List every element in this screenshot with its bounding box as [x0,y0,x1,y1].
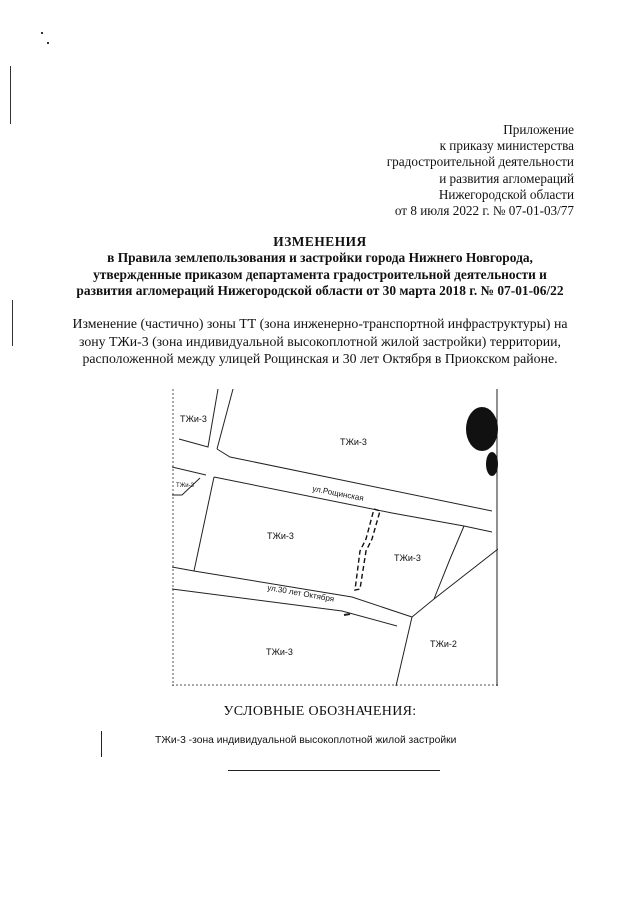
appendix-reference [387,122,574,219]
street-edge [214,477,492,532]
parcel-boundary [172,467,206,475]
scan-blot [486,452,498,476]
description-line: Изменение (частично) зоны ТТ (зона инженерно-транспортной инфраструктуры) на [72,316,568,331]
changed-zone-boundary [355,509,380,590]
zone-label: ТЖи-3 [267,531,294,541]
street-label: ул.Рощинская [311,484,365,503]
signature-line [228,770,440,771]
document-subtitle-line: утвержденные приказом департамента градостроительной деятельности и [93,266,547,282]
scan-edge-mark [10,66,11,124]
document-subtitle-line: в Правила землепользования и застройки города Нижнего Новгорода, [107,250,533,266]
zone-label: ТЖи-3 [180,414,207,424]
parcel-boundary [396,617,412,686]
street-tick [344,614,350,615]
appendix-line: Нижегородской области [438,186,574,202]
change-description [40,315,600,368]
parcel-boundary [217,389,233,449]
legend-title: УСЛОВНЫЕ ОБОЗНАЧЕНИЯ: [223,704,417,719]
parcel-boundary [412,526,464,617]
street-edge [217,449,492,511]
zone-label: ТЖи-3 [340,437,367,447]
appendix-line: от 8 июля 2022 г. № 07-01-03/77 [394,203,574,219]
legend-entry: ТЖи-3 -зона индивидуальной высокоплотной жилой застройки [155,735,457,746]
zoning-map [172,389,498,686]
appendix-line: и развития агломераций [439,170,574,186]
document-subtitle-line: развития агломераций Нижегородской области от 30 марта 2018 г. № 07-01-06/22 [76,283,564,299]
scan-dot [41,32,43,34]
appendix-line: градостроительной деятельности [386,154,574,170]
parcel-boundary [194,477,214,571]
zone-label: ТЖи-3 [266,647,293,657]
street-label: ул.30 лет Октября [266,583,335,604]
appendix-line: к приказу министерства [439,138,574,154]
scan-edge-mark [12,300,13,346]
appendix-line: Приложение [503,122,574,137]
legend-mark [101,731,102,757]
zone-label: ТЖи-3 [394,553,421,563]
zone-label: ТЖи-2 [430,639,457,649]
document-heading [40,234,600,300]
zone-label: ТЖи-3 [176,483,194,489]
description-line: зону ТЖи-3 (зона индивидуальной высокоплотной жилой застройки) территории, [78,333,562,349]
scan-blot [466,407,498,451]
document-title: ИЗМЕНЕНИЯ [273,234,367,249]
scan-dot [47,42,49,44]
description-line: расположенной между улицей Рощинская и 30 лет Октября в Приокском районе. [82,351,558,366]
